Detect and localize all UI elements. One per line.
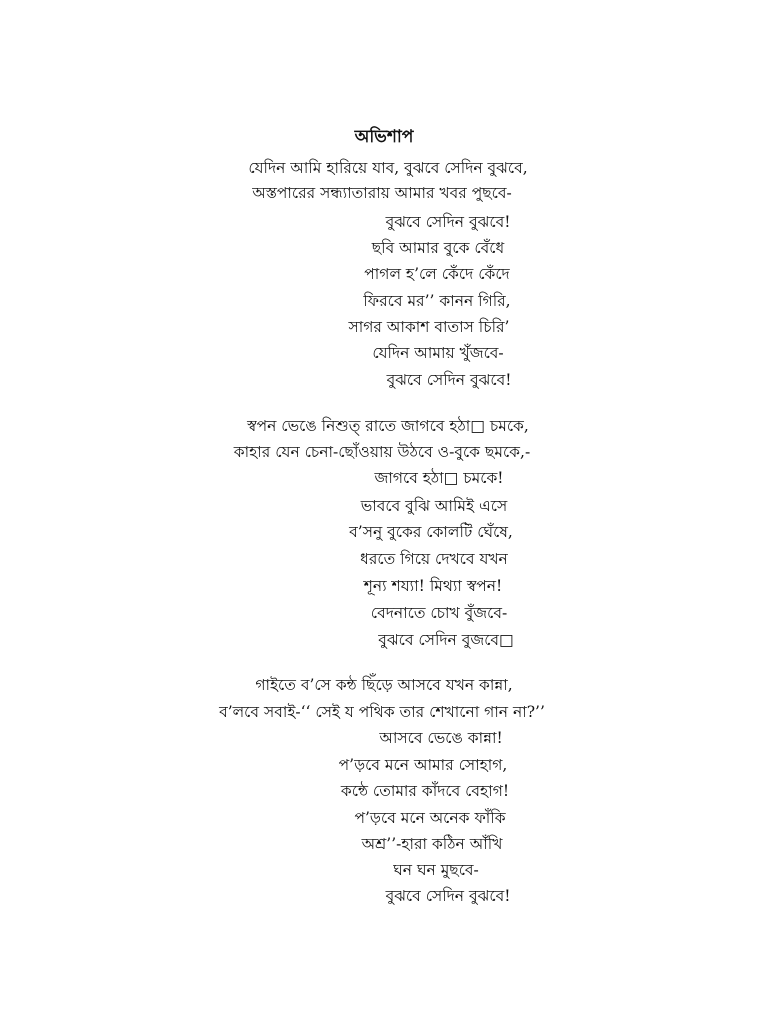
poem-line: ফিরবে মর’’ কানন গিরি, [363,292,511,310]
poem-line: বেদনাতে চোখ বুঁজবে- [370,604,508,622]
poem-line: যেদিন আমি হারিয়ে যাব, বুঝবে সেদিন বুঝবে, [248,159,528,177]
poem-line: ব’লবে সবাই-‘‘ সেই য পথিক তার শেখানো গান না?’’ [219,703,545,721]
poem-line: বুঝবে সেদিন বুজবে□ [378,631,514,649]
poem-line: আসবে ভেঙে কান্না! [379,729,503,747]
poem-line: বুঝবে সেদিন বুঝবে! [386,371,512,389]
poem-line: বুঝবে সেদিন বুঝবে! [385,213,511,231]
poem-title: অভিশাপ [354,127,414,147]
poem-line: ব’সনু বুকের কোলটি ঘেঁষে, [349,523,513,541]
poem-line: পাগল হ’লে কেঁদে কেঁদে [364,265,510,283]
poem-line: প’ড়বে মনে অনেক ফাঁকি [354,809,506,827]
poem-line: স্বপন ভেঙে নিশুত্ রাতে জাগবে হঠা□ চমকে, [247,417,529,435]
poem-line: ভাববে বুঝি আমিই এসে [360,497,508,515]
poem-line: অস্তপারের সন্ধ্যাতারায় আমার খবর পুছবে- [252,184,512,202]
poem-line: ধরতে গিয়ে দেখবে যখন [360,550,508,568]
poem-line: কাহার যেন চেনা-ছোঁওয়ায় উঠবে ও-বুকে ছমকে,- [233,443,531,461]
poem-line: ঘন ঘন মুছবে- [393,861,479,879]
poem-line: গাইতে ব’সে কন্ঠ ছিঁড়ে আসবে যখন কান্না, [255,676,513,694]
poem-line: সাগর আকাশ বাতাস চিরি’ [348,318,510,336]
poem-line: জাগবে হঠা□ চমকে! [374,469,504,487]
poem-line: ছবি আমার বুকে বেঁধে [371,239,505,257]
poem-line: যেদিন আমায় খুঁজবে- [372,344,504,362]
poem-line: শূন্য শয্যা! মিথ্যা স্বপন! [363,577,503,595]
poem-line: কন্ঠে তোমার কাঁদবে বেহাগ! [340,782,510,800]
poem-line: প’ড়বে মনে আমার সোহাগ, [338,756,508,774]
poem-line: বুঝবে সেদিন বুঝবে! [385,887,511,905]
poem-line: অশ্র’’-হারা কঠিন আঁখি [361,835,503,853]
